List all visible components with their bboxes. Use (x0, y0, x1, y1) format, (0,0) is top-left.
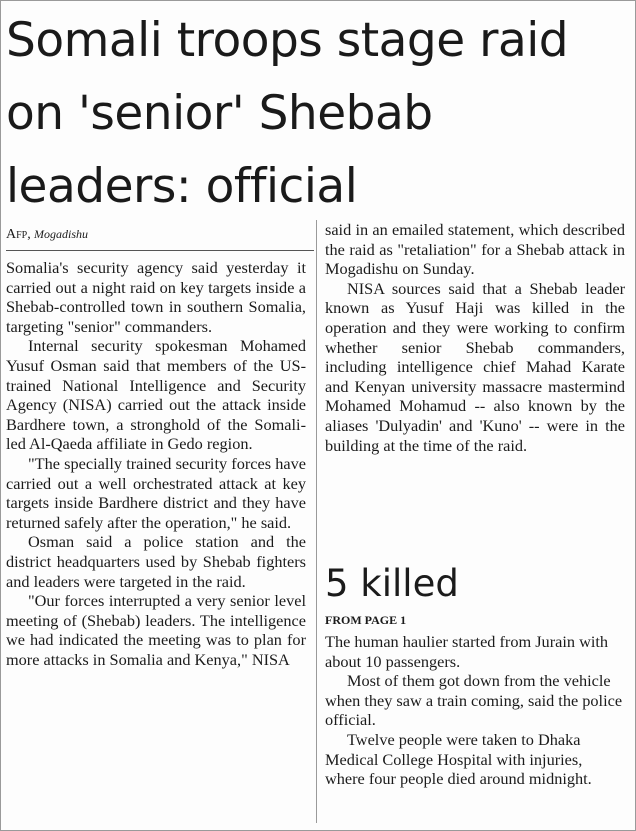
paragraph: Internal security spokesman Mohamed Yusuf Osman said that members of the US-trained National Intelligence and Security Agency (NISA) carried out the attack inside Bardhere town, a stronghold of the Somali-led Al-Qaeda affiliate in Gedo region. (6, 336, 306, 454)
byline-rule (6, 250, 314, 251)
second-story-headline: 5 killed (325, 562, 459, 605)
byline-source: Afp, (6, 227, 31, 242)
paragraph: Somalia's security agency said yesterday it carried out a night raid on key targets inside a Shebab-controlled town in southern Somalia, targeting "senior" commanders. (6, 258, 306, 336)
paragraph: "The specially trained security forces have carried out a well orchestrated attack at key targets inside Bardhere district and they have returned safely after the operation," he said. (6, 453, 306, 532)
paragraph: NISA sources said that a Shebab leader known as Yusuf Haji was killed in the operation and they were working to confirm whether senior Shebab commanders, including intelligence chief Mahad Karate and Kenyan university massacre mastermind Mohamed Mohamud -- also known by the aliases 'Dulyadin' and 'Kuno' -- were in the building at the time of the raid. (325, 278, 625, 455)
second-story-kicker: FROM PAGE 1 (325, 613, 407, 627)
second-story-body (325, 632, 625, 789)
column-divider (316, 220, 317, 823)
paragraph: said in an emailed statement, which described the raid as "retaliation" for a Shebab attack in Mogadishu on Sunday. (325, 220, 625, 279)
paragraph: Osman said a police station and the district headquarters used by Shebab fighters and leaders were targeted in the raid. (6, 532, 306, 591)
paragraph: Most of them got down from the vehicle when they saw a train coming, said the police official. (325, 671, 623, 730)
paragraph: "Our forces interrupted a very senior level meeting of (Shebab) leaders. The intelligence we had indicated the meeting was to plan for more attacks in Somalia and Kenya," NISA (6, 591, 306, 669)
paragraph: The human haulier started from Jurain with about 10 passengers. (325, 632, 609, 671)
paragraph: Twelve people were taken to Dhaka Medical College Hospital with injuries, where four people died around midnight. (325, 729, 592, 789)
byline-place: Mogadishu (33, 227, 88, 241)
article-column-1 (6, 258, 306, 669)
headline: Somali troops stage raid on 'senior' Shebab leaders: official (6, 13, 569, 214)
byline (6, 226, 88, 243)
article-column-2 (325, 220, 625, 455)
